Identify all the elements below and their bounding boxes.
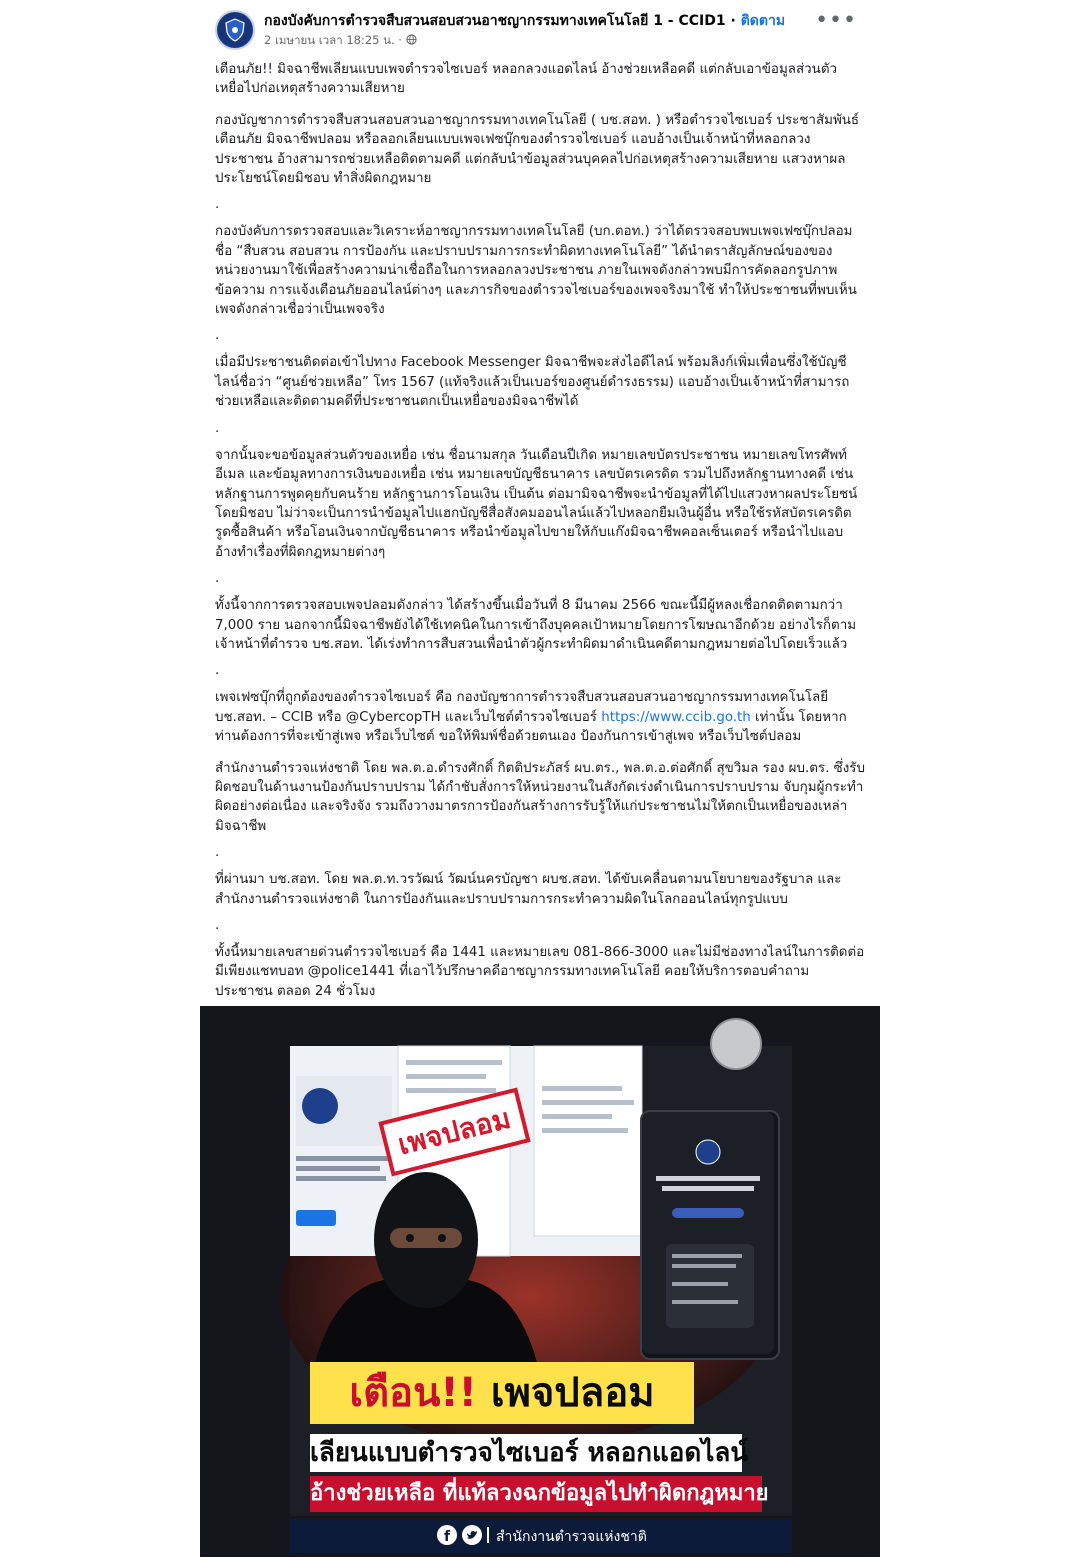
headline-fake-page-word: เพจปลอม xyxy=(490,1370,655,1416)
paragraph-dot: . xyxy=(215,845,220,861)
paragraph-dot: . xyxy=(215,663,220,679)
facebook-post xyxy=(200,0,880,1000)
masked-person-art xyxy=(314,1170,538,1366)
poster-footer-org: สำนักงานตำรวจแห่งชาติ xyxy=(496,1529,647,1545)
post-body xyxy=(215,60,865,1053)
warning-headline-text xyxy=(310,1362,694,1424)
post-paragraph: เมื่อมีประชาชนติดต่อเข้าไปทาง Facebook Messenger มิจฉาชีพจะส่งไอดีไลน์ พร้อมลิงก์เพิ่มเพื่อนซึ่งใช้บัญชีไลน์ชื่อว่า “ศูนย์ช่วยเหลือ” โทร 1567 (แท้จริงแล้วเป็นเบอร์ของศูนย์ดำรงธรรม) แอบอ้างเป็นเจ้าหน้าที่สามารถช่วยเหลือและติดตามคดีที่ประชาชนตกเป็นเหยื่อของมิจฉาชีพได้ xyxy=(215,355,850,410)
separator: · xyxy=(398,33,402,47)
ccib-website-link[interactable]: https://www.ccib.go.th xyxy=(601,709,751,725)
svg-text:f: f xyxy=(444,1529,451,1545)
page-avatar[interactable] xyxy=(215,10,255,50)
police-seal-icon xyxy=(710,1018,762,1070)
poster-subtitle-red: อ้างช่วยเหลือ ที่แท้ลวงฉกข้อมูลไปทำผิดกฎหมาย xyxy=(310,1476,762,1512)
post-paragraph: ทั้งนี้หมายเลขสายด่วนตำรวจไซเบอร์ คือ 1441 และหมายเลข 081-866-3000 และไม่มีช่องทางไลน์ในการติดต่อ มีเพียงแชทบอท @police1441 ที่เอาไว้ปรึกษาคดีอาชญากรรมทางเทคโนโลยี คอยให้บริการตอบคำถามประชาชน ตลอด 24 ชั่วโมง xyxy=(215,945,865,999)
follow-button[interactable]: ติดตาม xyxy=(740,13,786,29)
footer-divider xyxy=(487,1527,489,1543)
post-paragraph: กองบัญชาการตำรวจสืบสวนสอบสวนอาชญากรรมทางเทคโนโลยี ( บช.สอท. ) หรือตำรวจไซเบอร์ ประชาสัมพันธ์เตือนภัย มิจฉาชีพปลอม หรือลอกเลียนแบบเพจเฟซบุ๊กของตำรวจไซเบอร์ แอบอ้างเป็นเจ้าหน้าที่หลอกลวงประชาชน อ้างสามารถช่วยเหลือติดตามคดี แต่กลับนำข้อมูลส่วนบุคคลไปก่อเหตุสร้างความเสียหาย แสวงหาผลประโยชน์โดยมิชอบ ทำสิ่งผิดกฎหมาย xyxy=(215,112,860,187)
masked-person-image xyxy=(314,1170,538,1366)
poster-subtitle: เลียนแบบตำรวจไซเบอร์ หลอกแอดไลน์ xyxy=(310,1434,742,1472)
post-image[interactable] xyxy=(200,1006,880,1557)
fake-page-stamp: เพจปลอม xyxy=(378,1088,530,1177)
phone-screenshot xyxy=(640,1110,780,1360)
post-header xyxy=(215,8,865,52)
paragraph-dot: . xyxy=(215,197,220,213)
separator: · xyxy=(730,13,736,29)
headline-warning-word: เตือน!! xyxy=(349,1370,477,1416)
post-timestamp[interactable]: 2 เมษายน เวลา 18:25 น. xyxy=(264,33,395,47)
post-paragraph: จากนั้นจะขอข้อมูลส่วนตัวของเหยื่อ เช่น ชื่อนามสกุล วันเดือนปีเกิด หมายเลขบัตรประชาชน หมายเลขโทรศัพท์ อีเมล และข้อมูลทางการเงินของเหยื่อ เช่น หมายเลขบัญชีธนาคาร เลขบัตรเครดิต รวมไปถึงหลักฐานทางคดี เช่น หลักฐานการพูดคุยกับคนร้าย หลักฐานการโอนเงิน เป็นต้น ต่อมามิจฉาชีพจะนำข้อมูลที่ได้ไปแสวงหาผลประโยชน์โดยมิชอบ ไม่ว่าจะเป็นการนำข้อมูลไปแฮกบัญชีสื่อสังคมออนไลน์แล้วไปหลอกยืมเงินผู้อื่น หรือใช้รหัสบัตรเครดิตรูดซื้อสินค้า หรือโอนเงินจากบัญชีธนาคาร หรือนำข้อมูลไปขายให้กับแก๊งมิจฉาชีพคอลเซ็นเตอร์ หรือนำไปแอบอ้างทำเรื่องที่ผิดกฎหมายต่างๆ xyxy=(215,447,858,560)
paragraph-dot: . xyxy=(215,328,220,344)
page-name-line xyxy=(264,10,785,32)
phone-screen-art xyxy=(642,1112,774,1354)
facebook-icon xyxy=(437,1525,457,1545)
globe-icon xyxy=(406,34,417,45)
official-text-after: เท่านั้น โดยหากท่านต้องการที่จะเข้าสู่เพจ หรือเว็บไซต์ ขอให้พิมพ์ชื่อด้วยตนเอง ป้องกันการเข้าสู่เพจ หรือเว็บไซต์ปลอม xyxy=(215,709,847,745)
twitter-icon xyxy=(462,1525,482,1545)
post-paragraph: เตือนภัย!! มิจฉาชีพเลียนแบบเพจตำรวจไซเบอร์ หลอกลวงแอดไลน์ อ้างช่วยเหลือคดี แต่กลับเอาข้อมูลส่วนตัวเหยื่อไปก่อเหตุสร้างความเสียหาย xyxy=(215,62,838,97)
page-name-link[interactable]: กองบังคับการตำรวจสืบสวนสอบสวนอาชญากรรมทางเทคโนโลยี 1 - CCID1 xyxy=(264,13,726,29)
post-meta xyxy=(264,32,417,50)
official-page-paragraph xyxy=(215,688,865,746)
more-options-icon[interactable]: ••• xyxy=(815,8,857,33)
paragraph-dot: . xyxy=(215,918,220,933)
paragraph-dot: . xyxy=(215,571,220,587)
warning-headline xyxy=(310,1362,694,1424)
police-badge-icon xyxy=(217,12,253,48)
paragraph-dot: . xyxy=(215,420,220,436)
post-paragraph: สำนักงานตำรวจแห่งชาติ โดย พล.ต.อ.ดำรงศักดิ์ กิตติประภัสร์ ผบ.ตร., พล.ต.อ.ต่อศักดิ์ สุขวิมล รอง ผบ.ตร. ซึ่งรับผิดชอบในด้านงานป้องกันปราบปราม ได้กำชับสั่งการให้หน่วยงานในสังกัดเร่งดำเนินการปราบปราม จับกุมผู้กระทำผิดอย่างต่อเนื่อง และจริงจัง รวมถึงวางมาตรการป้องกันสร้างการรับรู้ให้แก่ประชาชนไม่ให้ตกเป็นเหยื่อของเหล่ามิจฉาชีพ xyxy=(215,760,865,834)
post-paragraph: ที่ผ่านมา บช.สอท. โดย พล.ต.ท.วรวัฒน์ วัฒน์นครบัญชา ผบช.สอท. ได้ขับเคลื่อนตามนโยบายของรัฐบาล และสำนักงานตำรวจแห่งชาติ ในการป้องกันและปราบปรามการกระทำความผิดในโลกออนไลน์ทุกรูปแบบ xyxy=(215,872,842,907)
official-text-before: เพจเฟซบุ๊กที่ถูกต้องของตำรวจไซเบอร์ คือ กองบัญชาการตำรวจสืบสวนสอบสวนอาชญากรรมทางเทคโนโลยี บช.สอท. – CCIB หรือ @CybercopTH และเว็บไซต์ตำรวจไซเบอร์ xyxy=(215,690,829,725)
post-paragraph: ทั้งนี้จากการตรวจสอบเพจปลอมดังกล่าว ได้สร้างขึ้นเมื่อวันที่ 8 มีนาคม 2566 ขณะนี้มีผู้หลงเชื่อกดติดตามกว่า 7,000 ราย นอกจากนี้มิจฉาชีพยังได้ใช้เทคนิคในการเข้าถึงบุคคลเป้าหมายโดยการโฆษณาอีกด้วย อย่างไรก็ตามเจ้าหน้าที่ตำรวจ บช.สอท. ได้เร่งทำการสืบสวนเพื่อนำตัวผู้กระทำผิดมาดำเนินคดีตามกฎหมายต่อไปโดยเร็วแล้ว xyxy=(215,598,857,652)
post-paragraph: กองบังคับการตรวจสอบและวิเคราะห์อาชญากรรมทางเทคโนโลยี (บก.ตอท.) ว่าได้ตรวจสอบพบเพจเฟซบุ๊กปลอมชื่อ “สืบสวน สอบสวน การป้องกัน และปราบปรามการกระทำผิดทางเทคโนโลยี” ได้นำตราสัญลักษณ์ของของหน่วยงานมาใช้เพื่อสร้างความน่าเชื่อถือในการหลอกลวงประชาชน ภายในเพจดังกล่าวพบมีการคัดลอกรูปภาพ ข้อความ การแจ้งเตือนภัยออนไลน์ต่างๆ และภารกิจของตำรวจไซเบอร์ของเพจจริงมาใช้ ทำให้ประชาชนที่พบเห็นเพจดังกล่าวเชื่อว่าเป็นเพจจริง xyxy=(215,224,857,318)
